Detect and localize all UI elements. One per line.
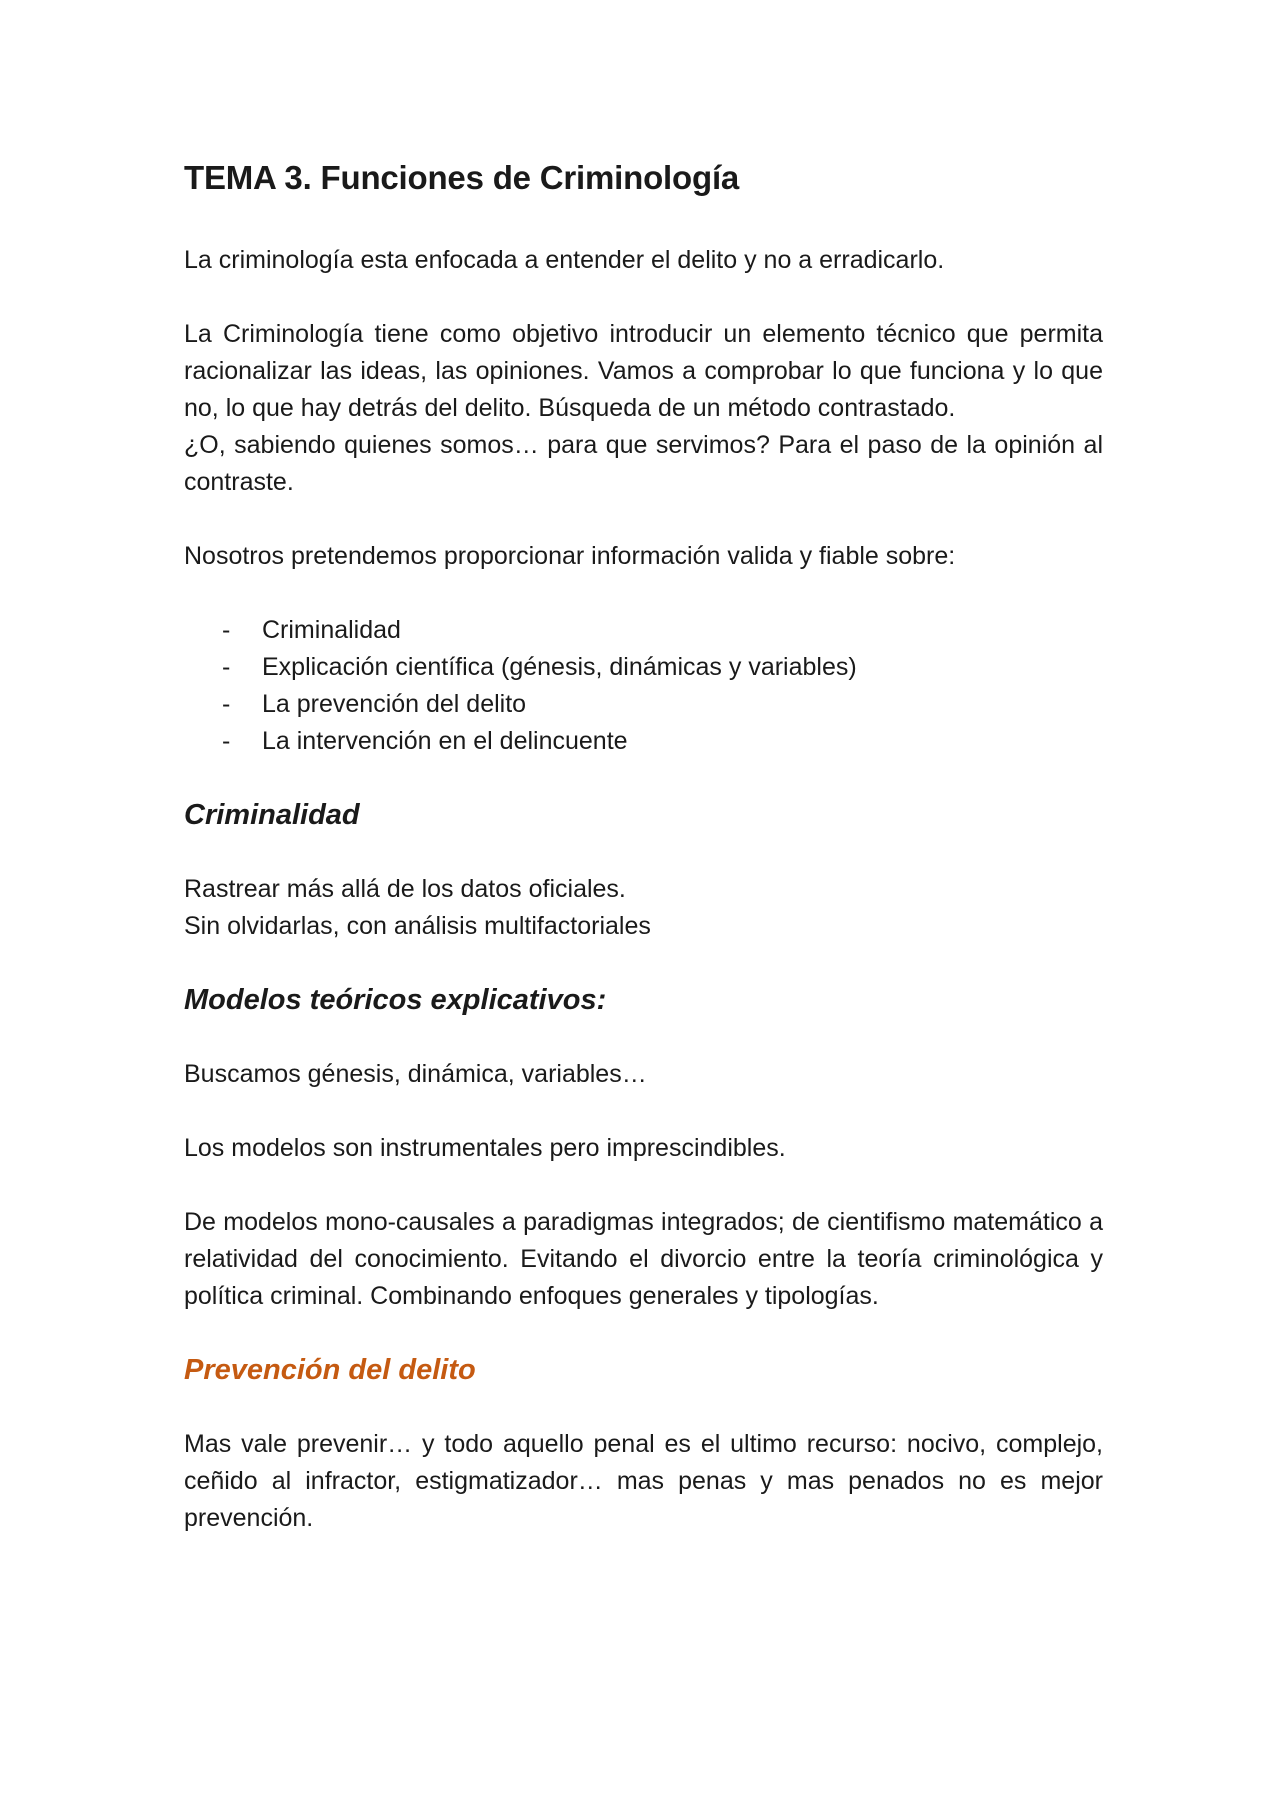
objective-paragraph: La Criminología tiene como objetivo introducir un elemento técnico que permita racionalizar las ideas, las opiniones. Vamos a comprobar lo que funciona y lo que no, lo que hay detrás del delito. Búsqueda de un método contrastado. [184, 320, 1103, 422]
dash-bullet: - [222, 690, 231, 718]
modelos-paragraph-3: De modelos mono-causales a paradigmas integrados; de cientifismo matemático a relatividad del conocimiento. Evitando el divorcio entre la teoría criminológica y política criminal. Combinando enfoques generales y tipologías. [184, 1208, 1103, 1310]
intro-paragraph: La criminología esta enfocada a entender el delito y no a erradicarlo. [184, 246, 945, 274]
question-paragraph: ¿O, sabiendo quienes somos… para que servimos? Para el paso de la opinión al contraste. [184, 431, 1103, 496]
dash-bullet: - [222, 727, 231, 755]
dash-bullet: - [222, 653, 231, 681]
modelos-paragraph-1: Buscamos génesis, dinámica, variables… [184, 1060, 647, 1088]
modelos-paragraph-2: Los modelos son instrumentales pero imprescindibles. [184, 1134, 786, 1162]
criminalidad-line-2: Sin olvidarlas, con análisis multifactoriales [184, 912, 651, 940]
heading-modelos: Modelos teóricos explicativos: [184, 984, 607, 1016]
page-title: TEMA 3. Funciones de Criminología [184, 159, 740, 196]
heading-criminalidad: Criminalidad [184, 799, 360, 831]
list-item: - Explicación científica (génesis, dinámicas y variables) [222, 649, 1103, 686]
prevencion-paragraph-1: Mas vale prevenir… y todo aquello penal es el ultimo recurso: nocivo, complejo, ceñido al infractor, estigmatizador… mas penas y mas penados no es mejor prevención. [184, 1430, 1103, 1532]
dash-bullet: - [222, 616, 231, 644]
criminalidad-line-1: Rastrear más allá de los datos oficiales. [184, 875, 626, 903]
list-item: - La prevención del delito [222, 686, 1103, 723]
purpose-paragraph: Nosotros pretendemos proporcionar información valida y fiable sobre: [184, 542, 956, 570]
topics-list [184, 612, 1103, 760]
heading-prevencion: Prevención del delito [184, 1354, 476, 1386]
list-item: - Criminalidad [222, 612, 1103, 649]
list-item: - La intervención en el delincuente [222, 723, 1103, 760]
